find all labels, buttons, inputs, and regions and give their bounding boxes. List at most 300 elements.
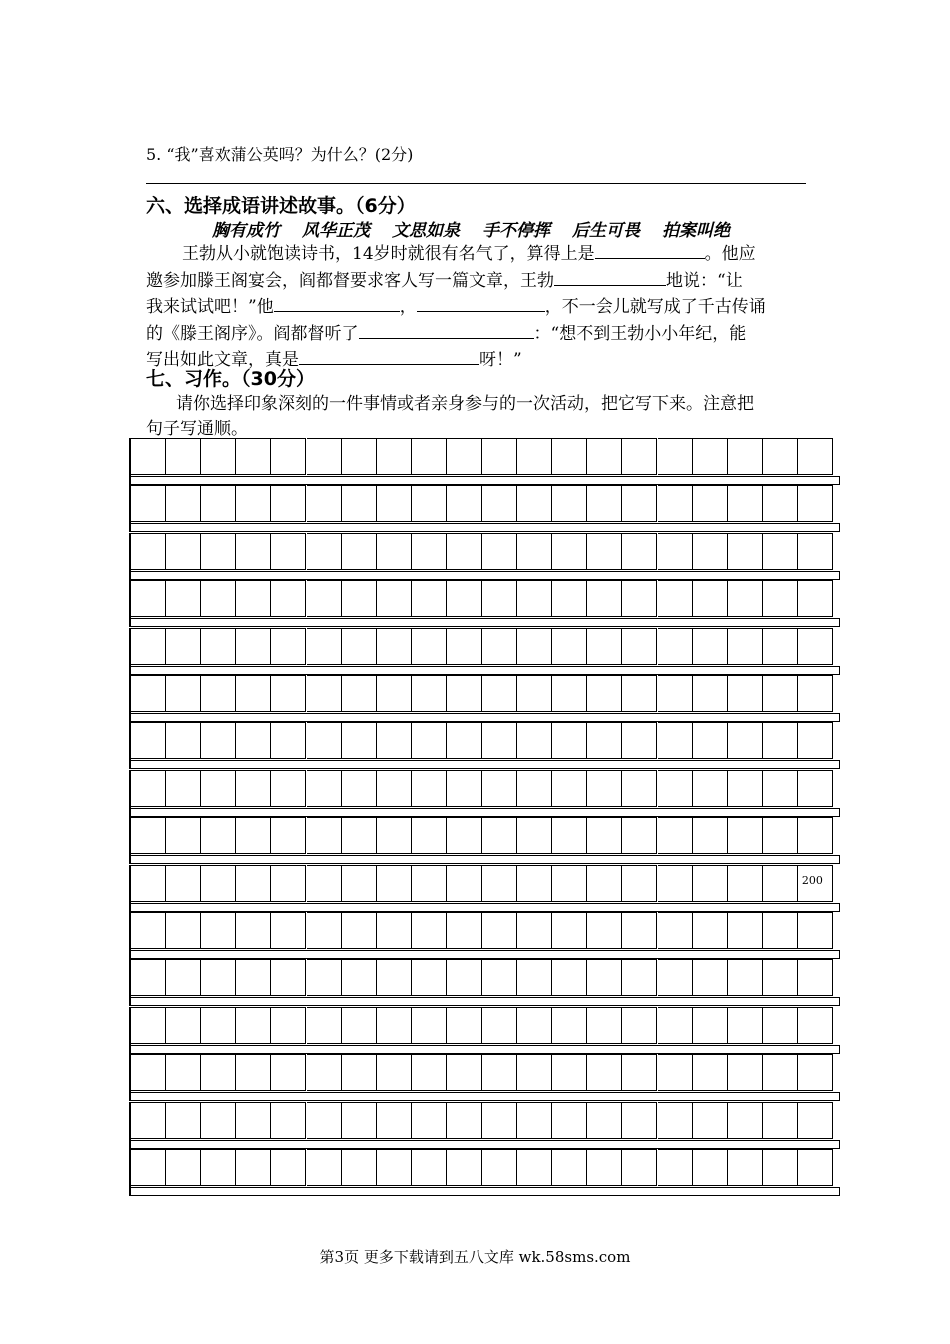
grid-cell[interactable] bbox=[728, 1054, 763, 1091]
grid-cell[interactable] bbox=[728, 1149, 763, 1186]
grid-cell[interactable] bbox=[728, 580, 763, 617]
grid-cell[interactable] bbox=[201, 1149, 236, 1186]
grid-cell[interactable] bbox=[728, 675, 763, 712]
grid-cell[interactable] bbox=[447, 1054, 482, 1091]
grid-cell[interactable] bbox=[517, 865, 552, 902]
grid-cell[interactable] bbox=[552, 533, 587, 570]
grid-cell[interactable] bbox=[517, 675, 552, 712]
grid-cell[interactable] bbox=[622, 817, 657, 854]
grid-cell[interactable] bbox=[131, 675, 166, 712]
grid-cell[interactable] bbox=[693, 628, 728, 665]
grid-cell[interactable] bbox=[798, 580, 833, 617]
grid-cell[interactable] bbox=[622, 675, 657, 712]
grid-cell[interactable] bbox=[763, 770, 798, 807]
grid-cell[interactable] bbox=[131, 438, 166, 475]
grid-cell[interactable] bbox=[658, 865, 693, 902]
grid-cell[interactable] bbox=[131, 533, 166, 570]
grid-cell[interactable] bbox=[552, 628, 587, 665]
grid-cell[interactable] bbox=[763, 865, 798, 902]
grid-cell[interactable] bbox=[166, 1102, 201, 1139]
grid-cell[interactable] bbox=[798, 1054, 833, 1091]
grid-cell[interactable] bbox=[342, 628, 377, 665]
grid-cell[interactable] bbox=[552, 1149, 587, 1186]
grid-cell[interactable] bbox=[271, 865, 306, 902]
grid-cell[interactable] bbox=[693, 438, 728, 475]
grid-cell[interactable] bbox=[166, 722, 201, 759]
grid-cell[interactable] bbox=[658, 1007, 693, 1044]
grid-cell[interactable] bbox=[587, 1149, 622, 1186]
grid-cell[interactable] bbox=[166, 770, 201, 807]
grid-cell[interactable] bbox=[377, 959, 412, 996]
grid-cell[interactable] bbox=[482, 912, 517, 949]
grid-cell[interactable] bbox=[131, 865, 166, 902]
grid-cell[interactable] bbox=[587, 722, 622, 759]
grid-cell[interactable] bbox=[622, 770, 657, 807]
grid-cell[interactable] bbox=[271, 580, 306, 617]
grid-cell[interactable] bbox=[412, 912, 447, 949]
grid-cell[interactable] bbox=[131, 912, 166, 949]
grid-cell[interactable] bbox=[377, 628, 412, 665]
grid-cell[interactable] bbox=[587, 770, 622, 807]
grid-cell[interactable] bbox=[798, 770, 833, 807]
grid-cell[interactable] bbox=[412, 438, 447, 475]
grid-cell[interactable] bbox=[693, 865, 728, 902]
grid-cell[interactable] bbox=[517, 1007, 552, 1044]
grid-cell[interactable] bbox=[693, 533, 728, 570]
grid-cell[interactable] bbox=[482, 959, 517, 996]
grid-cell[interactable] bbox=[201, 1007, 236, 1044]
grid-cell[interactable] bbox=[166, 580, 201, 617]
grid-cell[interactable] bbox=[377, 1102, 412, 1139]
grid-cell[interactable] bbox=[658, 1054, 693, 1091]
grid-cell[interactable] bbox=[377, 580, 412, 617]
grid-cell[interactable] bbox=[412, 628, 447, 665]
grid-cell[interactable] bbox=[377, 865, 412, 902]
grid-cell[interactable] bbox=[131, 1054, 166, 1091]
grid-cell[interactable] bbox=[517, 817, 552, 854]
grid-cell[interactable] bbox=[728, 1102, 763, 1139]
grid-cell[interactable] bbox=[552, 1102, 587, 1139]
grid-cell[interactable] bbox=[517, 1054, 552, 1091]
grid-cell[interactable] bbox=[517, 485, 552, 522]
grid-cell[interactable] bbox=[447, 1007, 482, 1044]
grid-cell[interactable] bbox=[166, 1054, 201, 1091]
grid-cell[interactable] bbox=[693, 722, 728, 759]
grid-cell[interactable] bbox=[412, 865, 447, 902]
grid-cell[interactable] bbox=[693, 912, 728, 949]
grid-cell[interactable] bbox=[236, 1054, 271, 1091]
grid-cell[interactable] bbox=[236, 1149, 271, 1186]
grid-cell[interactable] bbox=[307, 912, 342, 949]
grid-cell[interactable] bbox=[236, 580, 271, 617]
grid-cell[interactable] bbox=[201, 580, 236, 617]
grid-cell[interactable] bbox=[201, 675, 236, 712]
grid-cell[interactable] bbox=[587, 675, 622, 712]
grid-cell[interactable] bbox=[412, 770, 447, 807]
grid-cell[interactable] bbox=[201, 959, 236, 996]
grid-cell[interactable] bbox=[166, 1149, 201, 1186]
grid-cell[interactable] bbox=[307, 1007, 342, 1044]
grid-cell[interactable] bbox=[693, 1007, 728, 1044]
grid-cell[interactable] bbox=[622, 628, 657, 665]
grid-cell[interactable] bbox=[622, 865, 657, 902]
grid-cell[interactable] bbox=[307, 770, 342, 807]
grid-cell[interactable] bbox=[482, 580, 517, 617]
blank-1[interactable] bbox=[595, 240, 705, 259]
grid-cell[interactable] bbox=[342, 865, 377, 902]
grid-cell[interactable] bbox=[517, 438, 552, 475]
grid-cell[interactable] bbox=[271, 959, 306, 996]
grid-cell[interactable] bbox=[587, 485, 622, 522]
grid-cell[interactable] bbox=[798, 1007, 833, 1044]
grid-cell[interactable] bbox=[307, 533, 342, 570]
grid-cell[interactable] bbox=[271, 1007, 306, 1044]
grid-cell[interactable] bbox=[271, 675, 306, 712]
grid-cell[interactable] bbox=[271, 912, 306, 949]
grid-cell[interactable] bbox=[693, 1149, 728, 1186]
grid-cell[interactable] bbox=[693, 580, 728, 617]
grid-cell[interactable] bbox=[342, 438, 377, 475]
grid-cell[interactable] bbox=[236, 912, 271, 949]
grid-cell[interactable] bbox=[693, 959, 728, 996]
grid-cell[interactable] bbox=[447, 485, 482, 522]
grid-cell[interactable] bbox=[728, 485, 763, 522]
grid-cell[interactable] bbox=[236, 533, 271, 570]
grid-cell[interactable] bbox=[201, 533, 236, 570]
grid-cell[interactable] bbox=[166, 628, 201, 665]
grid-cell[interactable] bbox=[587, 438, 622, 475]
grid-cell[interactable] bbox=[271, 770, 306, 807]
grid-cell[interactable] bbox=[552, 722, 587, 759]
grid-cell[interactable] bbox=[131, 628, 166, 665]
grid-cell[interactable] bbox=[658, 1102, 693, 1139]
grid-cell[interactable] bbox=[342, 722, 377, 759]
grid-cell[interactable] bbox=[728, 1007, 763, 1044]
grid-cell[interactable] bbox=[201, 1102, 236, 1139]
grid-cell[interactable] bbox=[517, 1102, 552, 1139]
blank-2[interactable] bbox=[554, 267, 666, 286]
grid-cell[interactable] bbox=[517, 770, 552, 807]
grid-cell[interactable] bbox=[658, 959, 693, 996]
grid-cell[interactable] bbox=[166, 959, 201, 996]
grid-cell[interactable] bbox=[131, 770, 166, 807]
grid-cell[interactable] bbox=[552, 912, 587, 949]
grid-cell[interactable] bbox=[342, 1102, 377, 1139]
grid-cell[interactable] bbox=[482, 485, 517, 522]
grid-cell[interactable] bbox=[342, 533, 377, 570]
grid-cell[interactable] bbox=[482, 1149, 517, 1186]
grid-cell[interactable] bbox=[658, 817, 693, 854]
grid-cell[interactable] bbox=[131, 817, 166, 854]
grid-cell[interactable] bbox=[342, 1054, 377, 1091]
grid-cell[interactable] bbox=[763, 722, 798, 759]
grid-cell[interactable] bbox=[131, 485, 166, 522]
grid-cell[interactable] bbox=[763, 580, 798, 617]
grid-cell[interactable] bbox=[201, 1054, 236, 1091]
grid-cell[interactable] bbox=[271, 722, 306, 759]
grid-cell[interactable] bbox=[307, 1054, 342, 1091]
grid-cell[interactable] bbox=[166, 817, 201, 854]
grid-cell[interactable] bbox=[377, 1054, 412, 1091]
grid-cell[interactable] bbox=[377, 770, 412, 807]
grid-cell[interactable] bbox=[798, 485, 833, 522]
grid-cell[interactable] bbox=[131, 1149, 166, 1186]
grid-cell[interactable] bbox=[622, 580, 657, 617]
grid-cell[interactable] bbox=[622, 438, 657, 475]
grid-cell[interactable] bbox=[377, 675, 412, 712]
grid-cell[interactable] bbox=[728, 865, 763, 902]
grid-cell[interactable] bbox=[201, 722, 236, 759]
grid-cell[interactable] bbox=[201, 628, 236, 665]
grid-cell[interactable] bbox=[798, 675, 833, 712]
grid-cell[interactable] bbox=[552, 959, 587, 996]
grid-cell[interactable] bbox=[658, 675, 693, 712]
grid-cell[interactable] bbox=[377, 817, 412, 854]
grid-cell[interactable] bbox=[377, 722, 412, 759]
grid-cell[interactable] bbox=[236, 722, 271, 759]
grid-cell[interactable] bbox=[728, 770, 763, 807]
grid-cell[interactable] bbox=[658, 580, 693, 617]
grid-cell[interactable] bbox=[763, 675, 798, 712]
grid-cell[interactable] bbox=[482, 675, 517, 712]
grid-cell[interactable] bbox=[622, 722, 657, 759]
grid-cell[interactable] bbox=[131, 580, 166, 617]
grid-cell[interactable] bbox=[377, 485, 412, 522]
grid-cell[interactable] bbox=[236, 628, 271, 665]
grid-cell[interactable] bbox=[552, 580, 587, 617]
grid-cell[interactable] bbox=[447, 580, 482, 617]
grid-cell[interactable] bbox=[763, 1149, 798, 1186]
grid-cell[interactable] bbox=[131, 1102, 166, 1139]
grid-cell[interactable] bbox=[798, 438, 833, 475]
grid-cell[interactable] bbox=[763, 912, 798, 949]
grid-cell[interactable] bbox=[342, 1007, 377, 1044]
grid-cell[interactable] bbox=[482, 533, 517, 570]
grid-cell[interactable] bbox=[236, 485, 271, 522]
grid-cell[interactable] bbox=[271, 817, 306, 854]
grid-cell[interactable] bbox=[552, 675, 587, 712]
grid-cell[interactable] bbox=[658, 912, 693, 949]
grid-cell[interactable] bbox=[587, 912, 622, 949]
grid-cell[interactable] bbox=[447, 817, 482, 854]
grid-cell[interactable] bbox=[587, 865, 622, 902]
grid-cell[interactable] bbox=[552, 770, 587, 807]
grid-cell[interactable] bbox=[658, 485, 693, 522]
grid-cell[interactable] bbox=[307, 722, 342, 759]
grid-cell[interactable] bbox=[412, 817, 447, 854]
grid-cell[interactable] bbox=[271, 1054, 306, 1091]
grid-cell[interactable] bbox=[377, 1007, 412, 1044]
grid-cell[interactable] bbox=[517, 912, 552, 949]
grid-cell[interactable] bbox=[482, 1054, 517, 1091]
grid-cell[interactable] bbox=[517, 533, 552, 570]
grid-cell[interactable] bbox=[201, 438, 236, 475]
grid-cell[interactable] bbox=[763, 1007, 798, 1044]
grid-cell[interactable] bbox=[447, 770, 482, 807]
answer-line[interactable] bbox=[146, 183, 806, 184]
grid-cell[interactable] bbox=[307, 628, 342, 665]
grid-cell[interactable] bbox=[447, 533, 482, 570]
grid-cell[interactable] bbox=[693, 675, 728, 712]
grid-cell[interactable] bbox=[131, 1007, 166, 1044]
grid-cell[interactable] bbox=[587, 959, 622, 996]
grid-cell[interactable] bbox=[517, 580, 552, 617]
grid-cell[interactable] bbox=[763, 485, 798, 522]
grid-cell[interactable] bbox=[166, 675, 201, 712]
grid-cell[interactable] bbox=[447, 912, 482, 949]
grid-cell[interactable] bbox=[482, 1007, 517, 1044]
grid-cell[interactable] bbox=[307, 438, 342, 475]
grid-cell[interactable] bbox=[552, 1054, 587, 1091]
grid-cell[interactable] bbox=[377, 533, 412, 570]
grid-cell[interactable] bbox=[447, 628, 482, 665]
grid-cell[interactable] bbox=[693, 770, 728, 807]
grid-cell[interactable] bbox=[342, 675, 377, 712]
grid-cell[interactable] bbox=[798, 1102, 833, 1139]
grid-cell[interactable] bbox=[622, 1149, 657, 1186]
grid-cell[interactable] bbox=[307, 865, 342, 902]
grid-cell[interactable] bbox=[342, 912, 377, 949]
grid-cell[interactable] bbox=[307, 1102, 342, 1139]
grid-cell[interactable] bbox=[728, 438, 763, 475]
grid-cell[interactable] bbox=[271, 533, 306, 570]
grid-cell[interactable] bbox=[763, 959, 798, 996]
grid-cell[interactable] bbox=[693, 1054, 728, 1091]
grid-cell[interactable] bbox=[482, 1102, 517, 1139]
grid-cell[interactable] bbox=[307, 485, 342, 522]
grid-cell[interactable] bbox=[236, 817, 271, 854]
grid-cell[interactable] bbox=[307, 675, 342, 712]
grid-cell[interactable] bbox=[552, 438, 587, 475]
grid-cell[interactable] bbox=[307, 1149, 342, 1186]
grid-cell[interactable] bbox=[271, 628, 306, 665]
grid-cell[interactable] bbox=[482, 817, 517, 854]
grid-cell[interactable] bbox=[412, 959, 447, 996]
grid-cell[interactable] bbox=[622, 912, 657, 949]
grid-cell[interactable] bbox=[763, 438, 798, 475]
grid-cell[interactable] bbox=[307, 817, 342, 854]
grid-cell[interactable] bbox=[166, 438, 201, 475]
grid-cell[interactable] bbox=[728, 912, 763, 949]
grid-cell[interactable] bbox=[622, 1054, 657, 1091]
grid-cell[interactable] bbox=[236, 865, 271, 902]
grid-cell[interactable] bbox=[412, 580, 447, 617]
grid-cell[interactable] bbox=[587, 533, 622, 570]
grid-cell[interactable] bbox=[693, 817, 728, 854]
grid-cell[interactable] bbox=[342, 1149, 377, 1186]
grid-cell[interactable] bbox=[658, 628, 693, 665]
grid-cell[interactable] bbox=[728, 817, 763, 854]
grid-cell[interactable] bbox=[201, 770, 236, 807]
blank-4[interactable] bbox=[417, 293, 545, 312]
grid-cell[interactable] bbox=[447, 438, 482, 475]
grid-cell[interactable] bbox=[552, 817, 587, 854]
grid-cell[interactable] bbox=[658, 438, 693, 475]
grid-cell[interactable] bbox=[447, 865, 482, 902]
grid-cell[interactable] bbox=[377, 1149, 412, 1186]
grid-cell[interactable] bbox=[482, 865, 517, 902]
grid-cell[interactable] bbox=[482, 722, 517, 759]
grid-cell[interactable] bbox=[447, 1102, 482, 1139]
grid-cell[interactable] bbox=[587, 628, 622, 665]
grid-cell[interactable] bbox=[236, 1007, 271, 1044]
grid-cell[interactable] bbox=[693, 1102, 728, 1139]
grid-cell[interactable] bbox=[342, 770, 377, 807]
grid-cell[interactable] bbox=[342, 485, 377, 522]
grid-cell[interactable] bbox=[201, 865, 236, 902]
grid-cell[interactable] bbox=[166, 533, 201, 570]
grid-cell[interactable] bbox=[271, 1102, 306, 1139]
grid-cell[interactable] bbox=[412, 675, 447, 712]
grid-cell[interactable] bbox=[763, 817, 798, 854]
grid-cell[interactable] bbox=[412, 1007, 447, 1044]
grid-cell[interactable] bbox=[763, 628, 798, 665]
grid-cell[interactable] bbox=[482, 438, 517, 475]
grid-cell[interactable] bbox=[412, 533, 447, 570]
grid-cell[interactable] bbox=[377, 438, 412, 475]
grid-cell[interactable] bbox=[798, 912, 833, 949]
grid-cell[interactable] bbox=[201, 912, 236, 949]
grid-cell[interactable] bbox=[166, 912, 201, 949]
grid-cell[interactable] bbox=[201, 817, 236, 854]
blank-5[interactable] bbox=[359, 320, 534, 339]
grid-cell[interactable] bbox=[342, 959, 377, 996]
grid-cell[interactable] bbox=[658, 722, 693, 759]
grid-cell[interactable] bbox=[271, 485, 306, 522]
grid-cell[interactable] bbox=[377, 912, 412, 949]
blank-3[interactable] bbox=[274, 293, 400, 312]
grid-cell[interactable] bbox=[307, 959, 342, 996]
grid-cell[interactable] bbox=[412, 722, 447, 759]
grid-cell[interactable] bbox=[271, 438, 306, 475]
grid-cell[interactable] bbox=[587, 580, 622, 617]
grid-cell[interactable] bbox=[482, 770, 517, 807]
grid-cell[interactable] bbox=[201, 485, 236, 522]
grid-cell[interactable] bbox=[131, 722, 166, 759]
grid-cell[interactable] bbox=[798, 533, 833, 570]
grid-cell[interactable] bbox=[166, 485, 201, 522]
blank-6[interactable] bbox=[299, 346, 479, 365]
grid-cell[interactable] bbox=[447, 722, 482, 759]
grid-cell[interactable] bbox=[412, 1054, 447, 1091]
grid-cell[interactable] bbox=[447, 1149, 482, 1186]
grid-cell[interactable] bbox=[658, 1149, 693, 1186]
grid-cell[interactable] bbox=[587, 1054, 622, 1091]
grid-cell[interactable] bbox=[798, 722, 833, 759]
grid-cell[interactable] bbox=[517, 628, 552, 665]
grid-cell[interactable] bbox=[552, 865, 587, 902]
grid-cell[interactable] bbox=[763, 1102, 798, 1139]
grid-cell[interactable] bbox=[517, 1149, 552, 1186]
grid-cell[interactable] bbox=[236, 959, 271, 996]
grid-cell[interactable] bbox=[166, 1007, 201, 1044]
grid-cell[interactable] bbox=[236, 438, 271, 475]
grid-cell[interactable] bbox=[236, 770, 271, 807]
grid-cell[interactable] bbox=[517, 722, 552, 759]
grid-cell[interactable] bbox=[307, 580, 342, 617]
grid-cell[interactable] bbox=[166, 865, 201, 902]
grid-cell[interactable] bbox=[412, 1102, 447, 1139]
grid-cell[interactable] bbox=[763, 1054, 798, 1091]
grid-cell[interactable] bbox=[728, 959, 763, 996]
grid-cell[interactable] bbox=[798, 959, 833, 996]
grid-cell[interactable] bbox=[798, 1149, 833, 1186]
grid-cell[interactable] bbox=[236, 1102, 271, 1139]
grid-cell[interactable] bbox=[622, 959, 657, 996]
grid-cell[interactable] bbox=[587, 1102, 622, 1139]
grid-cell[interactable] bbox=[693, 485, 728, 522]
grid-cell[interactable] bbox=[658, 770, 693, 807]
